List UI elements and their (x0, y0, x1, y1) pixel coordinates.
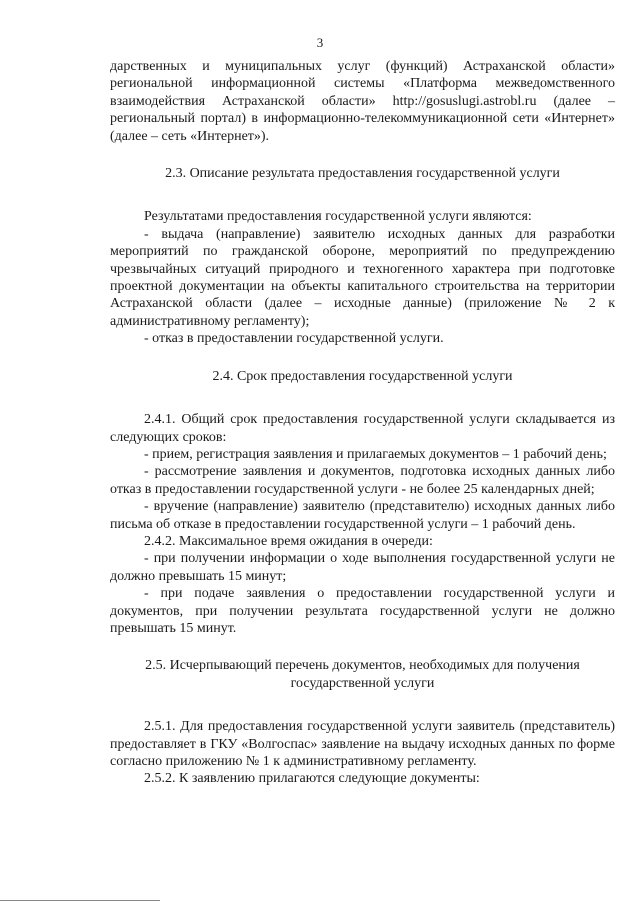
results-lead: Результатами предоставления государственной услуги являются: (144, 209, 532, 225)
document-body (110, 58, 615, 788)
heading-2-3: 2.3. Описание результата предоставления государственной услуги (165, 166, 560, 182)
page-number: 3 (316, 35, 324, 50)
heading-2-4: 2.4. Срок предоставления государственной услуги (212, 368, 513, 384)
result-item: - выдача (направление) заявителю исходных данных для разработки мероприятий по гражданской обороне, мероприятий по предупреждению чрезвычайных ситуаций природного и техногенного характера при подготовке проектной документации на объекты капитального строительства на территории Астраханской области (далее – исходные данные) (приложение № 2 к административному регламенту); (110, 226, 615, 329)
term-item: - прием, регистрация заявления и прилагаемых документов – 1 рабочий день; (144, 446, 607, 462)
paragraph-2-5-1: 2.5.1. Для предоставления государственной услуги заявитель (представитель) предоставляет в ГКУ «Волгоспас» заявление на выдачу исходных данных по форме согласно приложению № 1 к административному регламенту. (110, 719, 615, 769)
heading-2-5: 2.5. Исчерпывающий перечень документов, необходимых для получения государственной услуги (145, 658, 580, 691)
term-item: - вручение (направление) заявителю (представителю) исходных данных либо письма об отказе в предоставлении государственной услуги – 1 рабочий день. (110, 499, 615, 532)
queue-item: - при получении информации о ходе выполнения государственной услуги не должно превышать 15 минут; (110, 551, 615, 584)
paragraph-2-4-1: 2.4.1. Общий срок предоставления государственной услуги складывается из следующих сроков: (110, 412, 615, 445)
intro-paragraph: дарственных и муниципальных услуг (функций) Астраханской области» региональной информационной системы «Платформа межведомственного взаимодействия Астраханской области» http://gosuslugi.astrobl.ru (далее – региональный портал) в информационно-телекоммуникационной сети «Интернет» (далее – сеть «Интернет»). (110, 59, 615, 144)
paragraph-2-4-2: 2.4.2. Максимальное время ожидания в очереди: (144, 533, 433, 549)
queue-item: - при подаче заявления о предоставлении государственной услуги и документов, при получении результата государственной услуги не должно превышать 15 минут. (110, 586, 615, 636)
bottom-rule (0, 900, 160, 901)
paragraph-2-5-2: 2.5.2. К заявлению прилагаются следующие документы: (144, 771, 480, 787)
result-item: - отказ в предоставлении государственной услуги. (144, 331, 444, 347)
term-item: - рассмотрение заявления и документов, подготовка исходных данных либо отказ в предоставлении государственной услуги - не более 25 календарных дней; (110, 464, 615, 497)
